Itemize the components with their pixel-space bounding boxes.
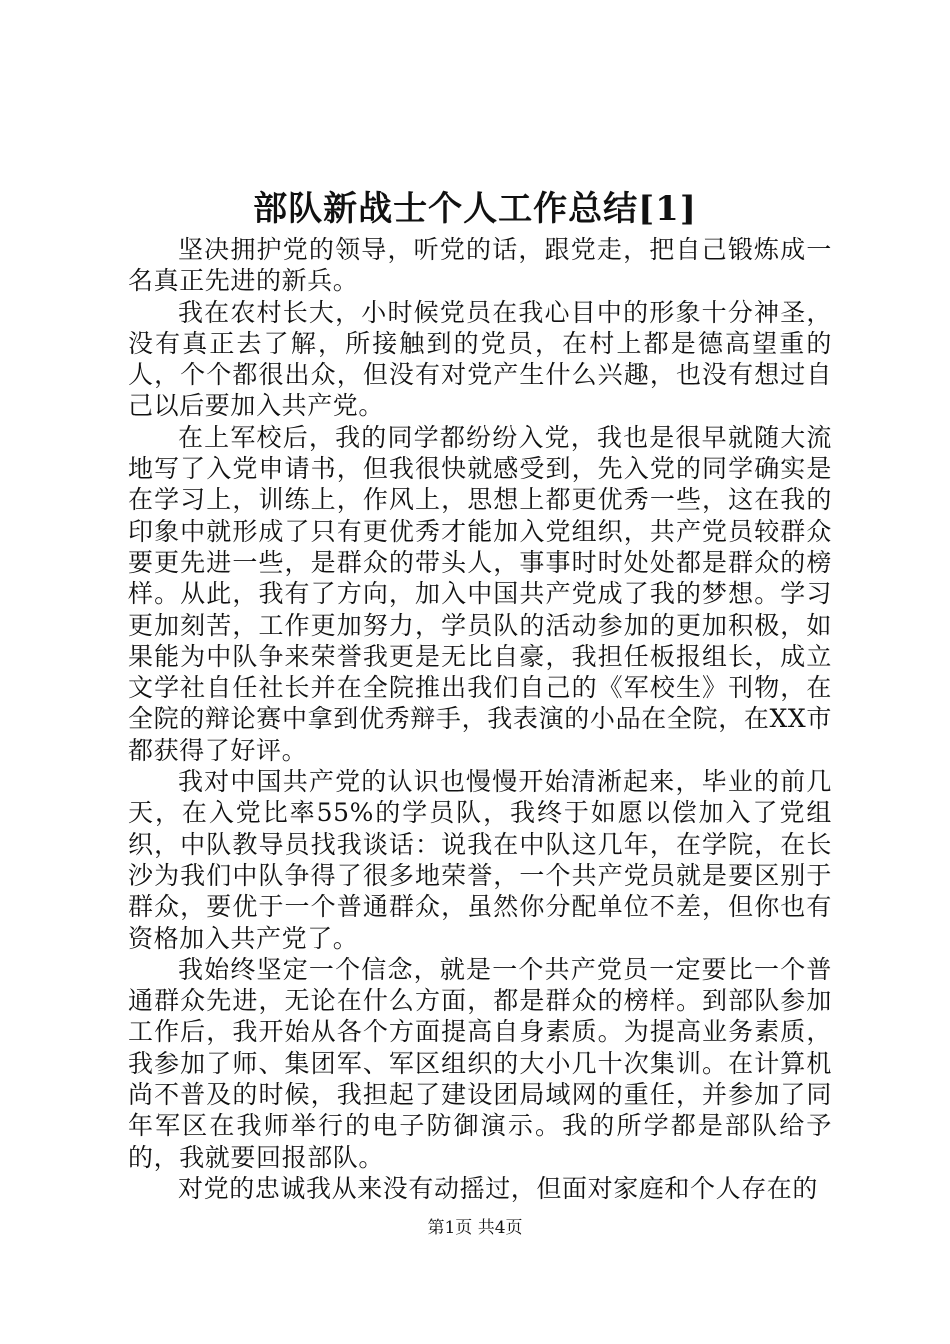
document-body xyxy=(128,234,832,1204)
page-footer: 第1页 共4页 xyxy=(427,1218,523,1238)
paragraph: 我在农村长大，小时候党员在我心目中的形象十分神圣，没有真正去了解，所接触到的党员，在村上都是德高望重的人，个个都很出众，但没有对党产生什么兴趣，也没有想过自己以后要加入共产党。 xyxy=(128,297,832,421)
paragraph: 在上军校后，我的同学都纷纷入党，我也是很早就随大流地写了入党申请书，但我很快就感受到，先入党的同学确实是在学习上，训练上，作风上，思想上都更优秀一些，这在我的印象中就形成了只有更优秀才能加入党组织，共产党员较群众要更先进一些，是群众的带头人，事事时时处处都是群众的榜样。从此，我有了方向，加入中国共产党成了我的梦想。学习更加刻苦，工作更加努力，学员队的活动参加的更加积极，如果能为中队争来荣誉我更是无比自豪，我担任板报组长，成立文学社自任社长并在全院推出我们自己的《军校生》刊物，在全院的辩论赛中拿到优秀辩手，我表演的小品在全院，在XX市都获得了好评。 xyxy=(128,422,832,765)
paragraph: 我对中国共产党的认识也慢慢开始清淅起来，毕业的前几天，在入党比率55%的学员队，我终于如愿以偿加入了党组织，中队教导员找我谈话：说我在中队这几年，在学院，在长沙为我们中队争得了很多地荣誉，一个共产党员就是要区别于群众，要优于一个普通群众，虽然你分配单位不差，但你也有资格加入共产党了。 xyxy=(128,767,832,953)
paragraph: 坚决拥护党的领导，听党的话，跟党走，把自己锻炼成一名真正先进的新兵。 xyxy=(128,235,832,296)
paragraph: 我始终坚定一个信念，就是一个共产党员一定要比一个普通群众先进，无论在什么方面，都是群众的榜样。到部队参加工作后，我开始从各个方面提高自身素质。为提高业务素质，我参加了师、集团军、军区组织的大小几十次集训。在计算机尚不普及的时候，我担起了建设团局域网的重任，并参加了同年军区在我师举行的电子防御演示。我的所学都是部队给予的，我就要回报部队。 xyxy=(128,954,832,1172)
paragraph: 对党的忠诚我从来没有动摇过，但面对家庭和个人存在的 xyxy=(178,1173,819,1203)
document-title: 部队新战士个人工作总结[1] xyxy=(253,189,697,229)
